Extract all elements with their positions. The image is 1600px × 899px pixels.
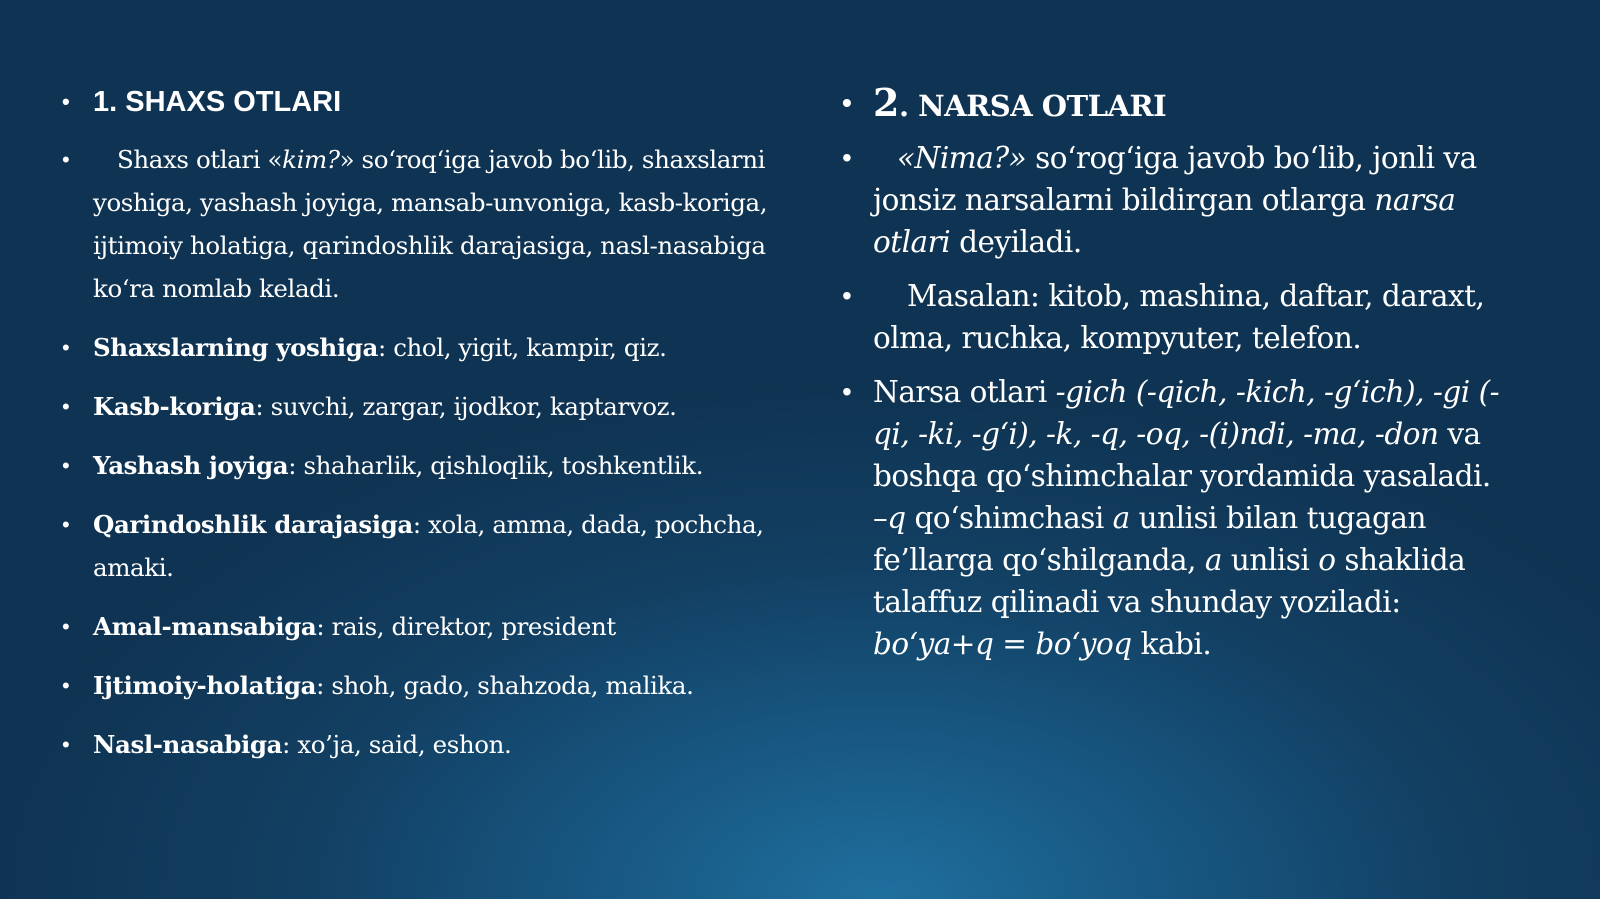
right-paragraph-2 bbox=[842, 275, 1502, 359]
p3-italic-q: q bbox=[887, 501, 906, 535]
p3-suffix-list: -gich (-qich, -kich, -g‘ich), -gi (-qi, -ki, -g‘i), -k, -q, -oq, -(i)ndi, -ma, -don bbox=[873, 375, 1500, 451]
p3-text-7: kabi. bbox=[1131, 627, 1212, 661]
left-heading-item bbox=[62, 80, 782, 124]
p3-text-6: shaklida talaffuz qilinadi va shunday yoziladi: bbox=[873, 543, 1466, 619]
p2-text: Masalan: kitob, mashina, daftar, daraxt, olma, ruchka, kompyuter, telefon. bbox=[873, 279, 1485, 355]
item-term: Yashash joyiga bbox=[93, 451, 289, 480]
p3-text-5: unlisi bbox=[1221, 543, 1319, 577]
p3-italic-a: a bbox=[1112, 501, 1130, 535]
bullet-icon: • bbox=[62, 89, 70, 114]
item-term: Amal-mansabiga bbox=[93, 612, 317, 641]
p3-text-3: qo‘shimchasi bbox=[905, 501, 1113, 535]
item-examples: : suvchi, zargar, ijodkor, kaptarvoz. bbox=[255, 392, 677, 421]
item-examples: : shaharlik, qishloqlik, toshkentlik. bbox=[288, 451, 704, 480]
p3-text-1: Narsa otlari bbox=[873, 375, 1056, 409]
p3-italic-a2: a bbox=[1204, 543, 1222, 577]
item-examples: : xo’ja, said, eshon. bbox=[282, 730, 512, 759]
right-paragraph-3 bbox=[842, 371, 1502, 665]
left-column bbox=[62, 80, 782, 782]
bullet-icon: • bbox=[842, 376, 852, 407]
p1-italic-1: «Nima?» bbox=[897, 141, 1027, 175]
right-heading-item bbox=[842, 78, 1502, 131]
right-heading-number: 2 bbox=[873, 80, 899, 125]
list-item bbox=[62, 444, 782, 487]
list-item bbox=[62, 664, 782, 707]
bullet-icon: • bbox=[62, 453, 70, 478]
bullet-icon: • bbox=[62, 673, 70, 698]
item-term: Qarindoshlik darajasiga bbox=[93, 510, 413, 539]
bullet-icon: • bbox=[62, 512, 70, 537]
right-column bbox=[842, 78, 1502, 677]
list-item bbox=[62, 385, 782, 428]
p1-italic-2: narsa otlari bbox=[873, 183, 1456, 259]
right-heading: . NARSA OTLARI bbox=[898, 89, 1167, 123]
item-examples: : chol, yigit, kampir, qiz. bbox=[377, 333, 667, 362]
list-item bbox=[62, 723, 782, 766]
intro-text-2: » so‘roq‘iga javob bo‘lib, shaxslarni yoshiga, yashash joyiga, mansab-unvoniga, kasb-koriga, ijtimoiy holatiga, qarindoshlik darajasiga, nasl-nasabiga ko‘ra nomlab keladi. bbox=[93, 145, 768, 303]
bullet-icon: • bbox=[842, 87, 852, 118]
p3-text-2: va boshqa qo‘shimchalar yordamida yasaladi. – bbox=[873, 417, 1491, 535]
bullet-icon: • bbox=[62, 335, 70, 360]
p3-text-4: unlisi bilan tugagan fe’llarga qo‘shilganda, bbox=[873, 501, 1426, 577]
left-intro-item bbox=[62, 138, 782, 310]
item-examples: : shoh, gado, shahzoda, malika. bbox=[316, 671, 694, 700]
item-term: Shaxslarning yoshiga bbox=[93, 333, 378, 362]
item-examples: : rais, direktor, president bbox=[316, 612, 616, 641]
p3-example: bo‘ya+q = bo‘yoq bbox=[873, 627, 1132, 661]
bullet-icon: • bbox=[62, 147, 70, 172]
left-heading: 1. SHAXS OTLARI bbox=[93, 86, 342, 118]
list-item bbox=[62, 503, 782, 589]
p1-text-1: so‘rog‘iga javob bo‘lib, jonli va jonsiz narsalarni bildirgan otlarga bbox=[873, 141, 1477, 217]
p1-text-2: deyiladi. bbox=[950, 225, 1082, 259]
bullet-icon: • bbox=[842, 280, 852, 311]
list-item bbox=[62, 326, 782, 369]
item-term: Ijtimoiy-holatiga bbox=[93, 671, 317, 700]
intro-text-1: Shaxs otlari « bbox=[117, 145, 283, 174]
bullet-icon: • bbox=[62, 394, 70, 419]
list-item bbox=[62, 605, 782, 648]
item-term: Kasb-koriga bbox=[93, 392, 256, 421]
intro-italic: kim? bbox=[282, 145, 340, 174]
p3-italic-o: o bbox=[1318, 543, 1336, 577]
item-term: Nasl-nasabiga bbox=[93, 730, 283, 759]
bullet-icon: • bbox=[62, 614, 70, 639]
right-paragraph-1 bbox=[842, 137, 1502, 263]
item-examples: : xola, amma, dada, pochcha, amaki. bbox=[93, 510, 764, 582]
bullet-icon: • bbox=[62, 732, 70, 757]
bullet-icon: • bbox=[842, 142, 852, 173]
